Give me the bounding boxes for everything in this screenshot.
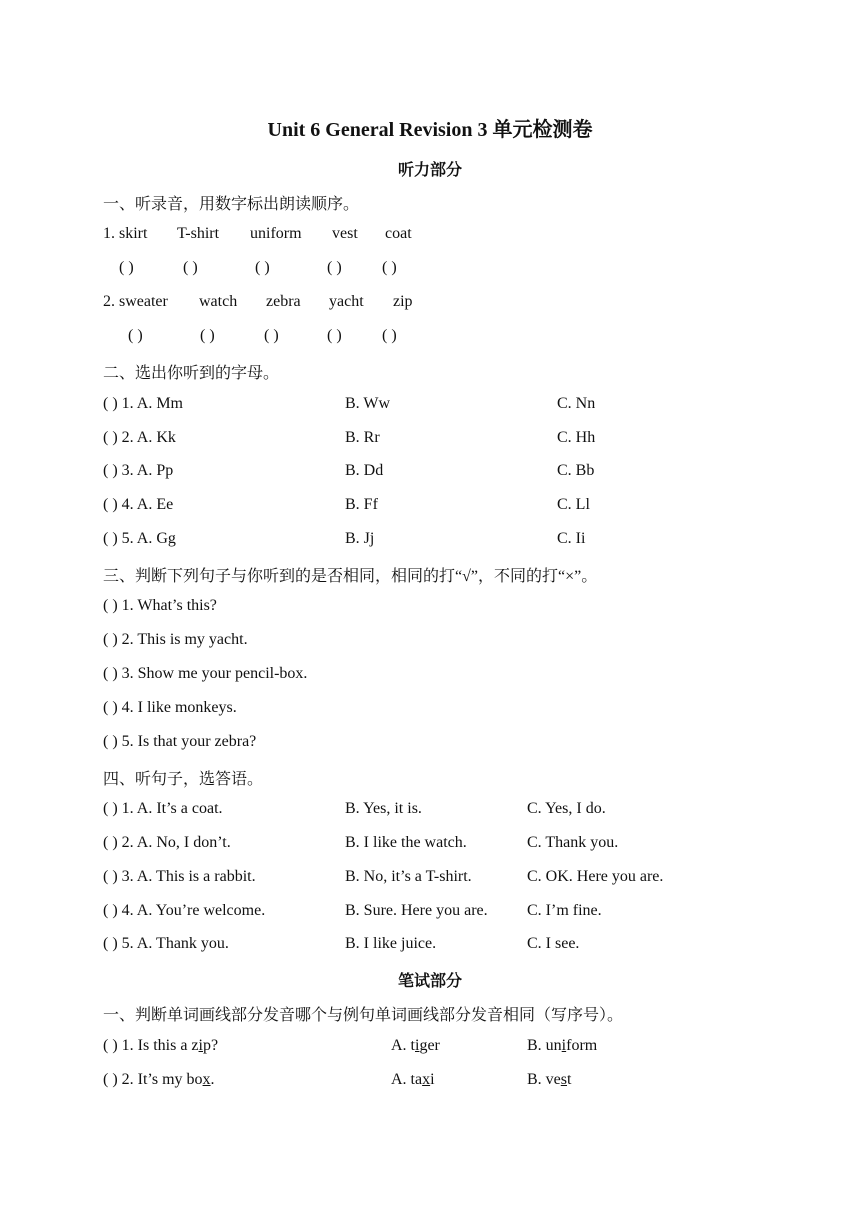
question-item: ( ) 3. A. Pp (103, 462, 174, 479)
word-zip: zip (393, 293, 413, 310)
option-b: B. Rr (345, 429, 380, 446)
answer-bracket[interactable]: ( ) (119, 259, 134, 276)
option-b: B. Ff (345, 496, 378, 513)
statement-item: ( ) 1. What’s this? (103, 597, 217, 614)
part2-heading: 二、选出你听到的字母。 (103, 365, 280, 382)
option-a: A. tiger (391, 1037, 440, 1054)
part4-heading: 四、听句子，选答语。 (103, 771, 264, 788)
option-c: C. Thank you. (527, 834, 619, 851)
option-c: C. I see. (527, 935, 580, 952)
pronunciation-question: ( ) 1. Is this a zip? (103, 1037, 219, 1054)
word-sweater: 2. sweater (103, 293, 168, 310)
answer-bracket[interactable]: ( ) (327, 327, 342, 344)
word-coat: coat (385, 225, 412, 242)
question-item: ( ) 1. A. Mm (103, 395, 183, 412)
answer-bracket[interactable]: ( ) (264, 327, 279, 344)
option-b: B. I like the watch. (345, 834, 467, 851)
option-b: B. uniform (527, 1037, 598, 1054)
question-item: ( ) 2. A. No, I don’t. (103, 834, 231, 851)
option-b: B. Jj (345, 530, 375, 547)
question-item: ( ) 3. A. This is a rabbit. (103, 868, 256, 885)
question-item: ( ) 4. A. Ee (103, 496, 174, 513)
option-c: C. I’m fine. (527, 902, 602, 919)
option-c: C. Ll (557, 496, 590, 513)
option-b: B. No, it’s a T-shirt. (345, 868, 472, 885)
answer-bracket[interactable]: ( ) (183, 259, 198, 276)
answer-bracket[interactable]: ( ) (327, 259, 342, 276)
option-b: B. Yes, it is. (345, 800, 422, 817)
option-b: B. Dd (345, 462, 384, 479)
word-uniform: uniform (250, 225, 302, 242)
option-b: B. I like juice. (345, 935, 437, 952)
question-item: ( ) 1. A. It’s a coat. (103, 800, 223, 817)
word-vest: vest (332, 225, 358, 242)
answer-bracket[interactable]: ( ) (382, 327, 397, 344)
option-b: B. Ww (345, 395, 391, 412)
option-c: C. Bb (557, 462, 595, 479)
option-b: B. Sure. Here you are. (345, 902, 488, 919)
option-c: C. Ii (557, 530, 586, 547)
word-tshirt: T-shirt (177, 225, 220, 242)
statement-item: ( ) 4. I like monkeys. (103, 699, 237, 716)
statement-item: ( ) 5. Is that your zebra? (103, 733, 257, 750)
part1-heading: 一、听录音，用数字标出朗读顺序。 (103, 196, 360, 213)
option-b: B. vest (527, 1071, 572, 1088)
written-part1-heading: 一、判断单词画线部分发音哪个与例句单词画线部分发音相同（写序号）。 (103, 1007, 624, 1024)
question-item: ( ) 5. A. Gg (103, 530, 176, 547)
word-yacht: yacht (329, 293, 364, 310)
option-c: C. Hh (557, 429, 596, 446)
statement-item: ( ) 3. Show me your pencil-box. (103, 665, 308, 682)
question-item: ( ) 4. A. You’re welcome. (103, 902, 266, 919)
question-item: ( ) 5. A. Thank you. (103, 935, 229, 952)
word-skirt: 1. skirt (103, 225, 148, 242)
pronunciation-question: ( ) 2. It’s my box. (103, 1071, 215, 1088)
statement-item: ( ) 2. This is my yacht. (103, 631, 248, 648)
writing-section-title: 笔试部分 (397, 973, 462, 990)
option-c: C. Nn (557, 395, 596, 412)
word-zebra: zebra (266, 293, 301, 310)
listening-section-title: 听力部分 (397, 162, 462, 179)
answer-bracket[interactable]: ( ) (382, 259, 397, 276)
option-c: C. Yes, I do. (527, 800, 606, 817)
option-a: A. taxi (391, 1071, 435, 1088)
part3-heading: 三、判断下列句子与你听到的是否相同，相同的打“√”，不同的打“×”。 (103, 568, 598, 585)
word-watch: watch (199, 293, 238, 310)
answer-bracket[interactable]: ( ) (255, 259, 270, 276)
answer-bracket[interactable]: ( ) (128, 327, 143, 344)
option-c: C. OK. Here you are. (527, 868, 664, 885)
question-item: ( ) 2. A. Kk (103, 429, 176, 446)
answer-bracket[interactable]: ( ) (200, 327, 215, 344)
page-title: Unit 6 General Revision 3 单元检测卷 (267, 119, 593, 141)
